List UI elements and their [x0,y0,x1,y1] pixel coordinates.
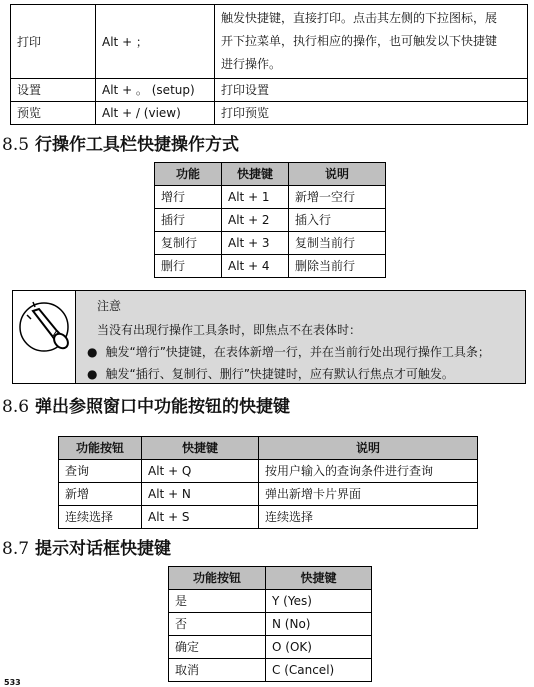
section-title: 弹出参照窗口中功能按钮的快捷键 [34,397,290,417]
row-toolbar-shortcut-table [154,162,386,278]
note-intro: 当没有出现行操作工具条时，即焦点不在表体时： [97,323,362,337]
description-line: 触发快捷键，直接打印。点击其左侧的下拉图标，展 [221,11,498,25]
note-bullet [87,365,454,382]
note-box [12,290,526,384]
bullet-dot: ● [87,345,98,359]
section-heading [2,134,239,156]
table-cell: 新增一空行 [289,186,386,209]
section-number: 8.7 [2,539,30,559]
table-cell: 取消 [169,659,266,682]
table-row [169,659,372,682]
column-header: 功能按钮 [169,567,266,590]
bullet-text: 触发“增行”快捷键，在表体新增一行，并在当前行处出现行操作工具条； [105,345,490,359]
table-cell: C (Cancel) [266,659,372,682]
bullet-dot: ● [87,367,98,381]
function-cell: 设置 [11,79,96,102]
section-number: 8.6 [2,397,30,417]
column-header: 快捷键 [266,567,372,590]
table-row [11,5,528,79]
table-cell: Alt + 3 [222,232,289,255]
table-cell: 增行 [155,186,222,209]
table-cell: Alt + Q [142,460,259,483]
table-cell: Alt + 4 [222,255,289,278]
table-cell: 弹出新增卡片界面 [259,483,478,506]
dialog-shortcut-table [168,566,372,682]
table-header-row [59,437,478,460]
column-header: 说明 [289,163,386,186]
section-title: 行操作工具栏快捷操作方式 [34,135,239,155]
table-row [59,483,478,506]
shortcut-cell: Alt + / (view) [96,102,215,125]
function-cell: 预览 [11,102,96,125]
table-row [169,613,372,636]
section-number: 8.5 [2,135,30,155]
table-cell: O (OK) [266,636,372,659]
table-cell: 删行 [155,255,222,278]
column-header: 快捷键 [222,163,289,186]
table-cell: 复制行 [155,232,222,255]
note-icon-box [13,291,76,383]
shortcut-cell: Alt + 。 (setup) [96,79,215,102]
column-header: 快捷键 [142,437,259,460]
table-row [11,79,528,102]
table-row [59,460,478,483]
column-header: 说明 [259,437,478,460]
page-number: 533 [4,678,21,687]
note-bullet [87,343,490,360]
table-cell: 查询 [59,460,142,483]
column-header: 功能 [155,163,222,186]
reference-window-shortcut-table [58,436,478,529]
table-row [155,186,386,209]
description-line: 开下拉菜单，执行相应的操作，也可触发以下快捷键 [221,34,498,48]
table-row [11,102,528,125]
bell-icon [13,291,75,383]
table-header-row [169,567,372,590]
table-row [155,255,386,278]
table-cell: Alt + 2 [222,209,289,232]
function-cell: 打印 [11,5,96,79]
table-cell: 连续选择 [59,506,142,529]
column-header: 功能按钮 [59,437,142,460]
print-shortcut-table [10,4,528,125]
description-line: 进行操作。 [221,57,282,71]
description-cell: 打印预览 [215,102,528,125]
table-row [155,209,386,232]
table-cell: 连续选择 [259,506,478,529]
note-title: 注意 [97,299,122,313]
table-cell: 插行 [155,209,222,232]
table-cell: 新增 [59,483,142,506]
table-cell: N (No) [266,613,372,636]
table-row [59,506,478,529]
table-cell: Alt + N [142,483,259,506]
table-cell: Alt + S [142,506,259,529]
table-cell: 插入行 [289,209,386,232]
table-cell: 按用户输入的查询条件进行查询 [259,460,478,483]
table-cell: 删除当前行 [289,255,386,278]
table-cell: 确定 [169,636,266,659]
section-heading [2,396,290,418]
table-row [155,232,386,255]
table-cell: Y (Yes) [266,590,372,613]
table-cell: 否 [169,613,266,636]
description-cell: 打印设置 [215,79,528,102]
section-heading [2,538,171,560]
table-row [169,636,372,659]
table-header-row [155,163,386,186]
table-cell: Alt + 1 [222,186,289,209]
shortcut-cell: Alt + ； [96,5,215,79]
table-cell: 是 [169,590,266,613]
section-title: 提示对话框快捷键 [34,539,171,559]
description-cell [215,5,528,79]
table-row [169,590,372,613]
bullet-text: 触发“插行、复制行、删行”快捷键时，应有默认行焦点才可触发。 [105,367,454,381]
table-cell: 复制当前行 [289,232,386,255]
